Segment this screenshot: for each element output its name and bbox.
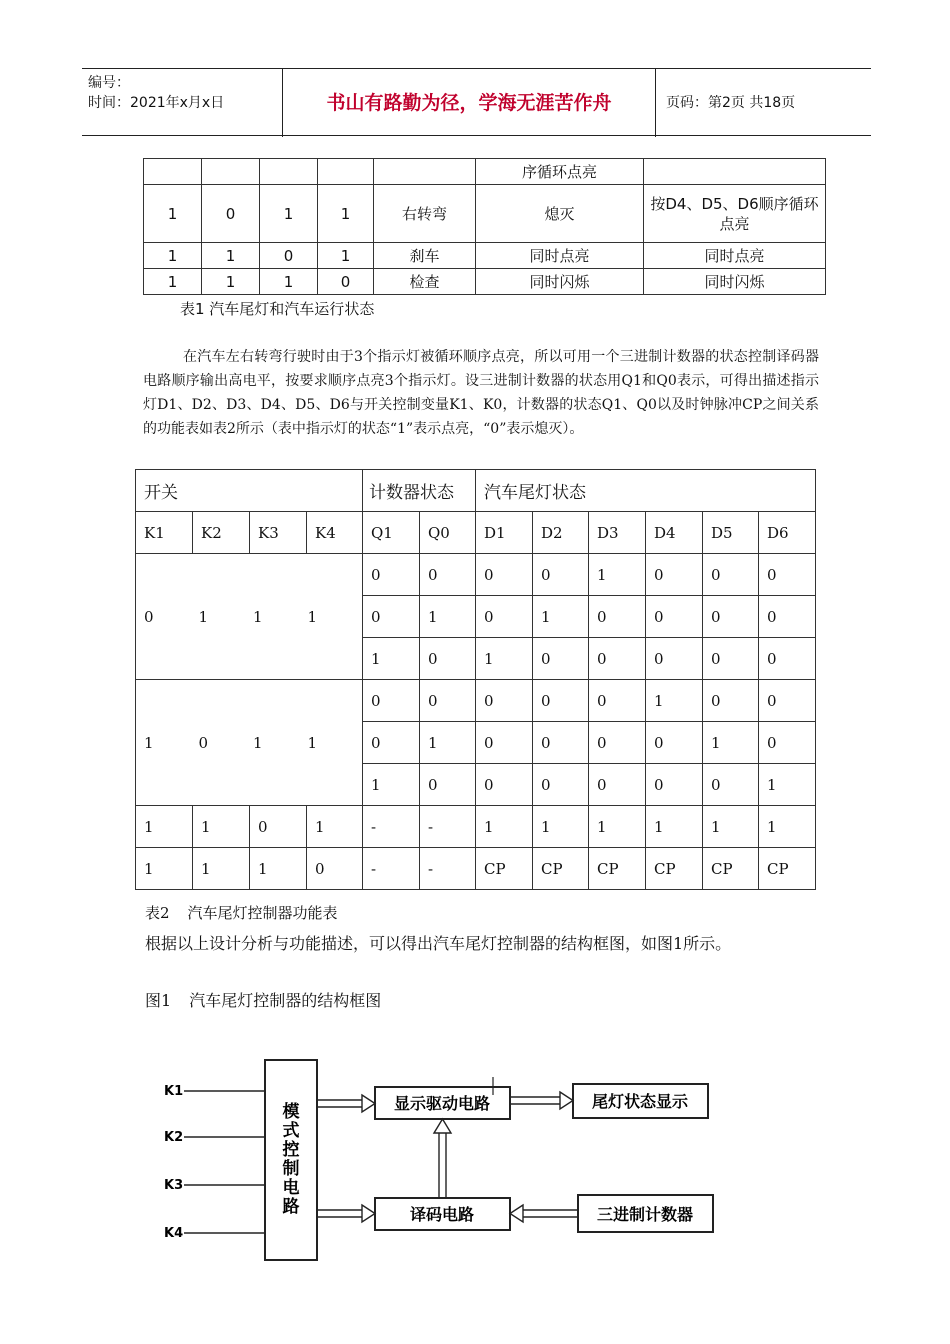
table-cell: 0	[420, 764, 476, 806]
table-cell: 0	[533, 554, 589, 596]
column-header: D2	[533, 512, 589, 554]
table-cell: 1	[260, 269, 318, 295]
table-cell: 0	[476, 596, 533, 638]
table-cell	[202, 159, 260, 185]
table-1-caption: 表1 汽车尾灯和汽车运行状态	[180, 300, 375, 318]
header-number: 编号：	[88, 75, 130, 91]
table-column-header-row	[136, 512, 816, 554]
table-header-row	[136, 470, 816, 512]
switch-value: 1	[253, 607, 263, 626]
table-cell: 0	[307, 848, 363, 890]
table-cell: 0	[363, 554, 420, 596]
mode-block-char: 模	[282, 1102, 300, 1122]
arrow-decoder-to-display	[434, 1119, 451, 1198]
table-cell: 0	[703, 680, 759, 722]
column-header: K4	[307, 512, 363, 554]
table-cell: 0	[260, 243, 318, 269]
table-cell: 1	[193, 806, 250, 848]
table-cell: 0	[589, 722, 646, 764]
table-cell: -	[420, 806, 476, 848]
table-cell: 0	[420, 554, 476, 596]
table-cell: 1	[202, 269, 260, 295]
table-row	[144, 243, 826, 269]
header-meta	[82, 69, 282, 137]
table-cell: 0	[759, 638, 816, 680]
table-cell: 0	[646, 596, 703, 638]
switch-group-cell	[136, 680, 363, 806]
switch-value: 0	[144, 607, 154, 626]
column-header: K2	[193, 512, 250, 554]
switch-value: 1	[144, 733, 154, 752]
table-row	[144, 269, 826, 295]
mode-block-char: 电	[282, 1178, 300, 1198]
decoder-label: 译码电路	[409, 1205, 475, 1224]
table-cell: 1	[589, 554, 646, 596]
table-cell: 1	[144, 269, 202, 295]
switch-value: 1	[307, 733, 318, 752]
table-cell: 1	[307, 806, 363, 848]
table-cell: 序循环点亮	[476, 159, 644, 185]
table-cell: 0	[420, 680, 476, 722]
table-cell: 1	[759, 806, 816, 848]
group-header-switch: 开关	[136, 470, 363, 512]
figure-caption-text: 汽车尾灯控制器的结构框图	[189, 991, 382, 1010]
table-cell: 检查	[374, 269, 476, 295]
table-row	[144, 185, 826, 243]
table-cell: 0	[476, 554, 533, 596]
switch-value: 0	[198, 733, 209, 752]
table-cell: 同时点亮	[476, 243, 644, 269]
header-page-info: 页码：第2页 共18页	[666, 95, 796, 111]
table-cell: 0	[646, 554, 703, 596]
table-cell: 0	[589, 638, 646, 680]
column-header: Q1	[363, 512, 420, 554]
taillight-display-label: 尾灯状态显示	[591, 1092, 689, 1111]
arrow-mode-to-decoder	[317, 1205, 375, 1222]
table-cell: 1	[202, 243, 260, 269]
table-cell: 1	[646, 806, 703, 848]
input-label-k1: K1	[164, 1084, 184, 1099]
group-header-counter: 计数器状态	[363, 470, 476, 512]
figure-caption-num: 图1	[145, 991, 172, 1010]
table-cell: 1	[646, 680, 703, 722]
arrow-counter-to-decoder	[510, 1205, 578, 1222]
table-cell: 0	[589, 680, 646, 722]
table-row	[136, 680, 816, 722]
table-cell	[644, 159, 826, 185]
table-cell: 1	[476, 638, 533, 680]
column-header: D1	[476, 512, 533, 554]
switch-value: 1	[253, 733, 263, 752]
header-time: 时间：2021年x月x日	[88, 95, 225, 111]
table-cell: 0	[363, 596, 420, 638]
table-cell: 1	[420, 722, 476, 764]
header-motto: 书山有路勤为径，学海无涯苦作舟	[282, 69, 656, 137]
input-label-k4: K4	[164, 1226, 184, 1241]
block-diagram	[150, 1055, 730, 1270]
table-cell: 1	[363, 764, 420, 806]
body-paragraph-2: 根据以上设计分析与功能描述，可以得出汽车尾灯控制器的结构框图，如图1所示。	[145, 934, 732, 953]
table-cell: 0	[533, 764, 589, 806]
switch-value: 1	[198, 607, 209, 626]
table-cell: 1	[420, 596, 476, 638]
mode-block-char: 路	[282, 1197, 300, 1217]
mode-block-char: 控	[282, 1140, 300, 1160]
table-cell: 同时闪烁	[476, 269, 644, 295]
arrow-display-to-taillight	[510, 1092, 573, 1109]
column-header: K1	[136, 512, 193, 554]
table-row	[136, 554, 816, 596]
table-row	[136, 848, 816, 890]
arrow-mode-to-display	[317, 1095, 375, 1112]
table-cell: 1	[703, 806, 759, 848]
group-header-taillight: 汽车尾灯状态	[476, 470, 816, 512]
table-cell: 1	[476, 806, 533, 848]
table-cell: 1	[318, 185, 374, 243]
table-2-caption-num: 表2	[145, 904, 170, 922]
table-cell: -	[363, 806, 420, 848]
switch-group-cell	[136, 554, 363, 680]
table-cell: -	[420, 848, 476, 890]
table-cell: 1	[589, 806, 646, 848]
table-cell: 1	[260, 185, 318, 243]
table-cell: 1	[144, 185, 202, 243]
table-cell: 0	[646, 638, 703, 680]
table-cell: 0	[759, 722, 816, 764]
table-cell: 0	[759, 680, 816, 722]
table-cell: -	[363, 848, 420, 890]
table-cell: 1	[759, 764, 816, 806]
column-header: Q0	[420, 512, 476, 554]
table-cell: 0	[703, 764, 759, 806]
table-cell: CP	[533, 848, 589, 890]
table-cell: 0	[703, 638, 759, 680]
table-cell: 0	[589, 596, 646, 638]
table-row	[144, 159, 826, 185]
table-cell: 0	[533, 680, 589, 722]
switch-value: 1	[307, 607, 318, 626]
table-cell: 0	[589, 764, 646, 806]
table-cell: 1	[363, 638, 420, 680]
table-cell: 0	[420, 638, 476, 680]
table-cell: 0	[363, 680, 420, 722]
column-header: D4	[646, 512, 703, 554]
table-cell: CP	[476, 848, 533, 890]
table-cell: 0	[363, 722, 420, 764]
table-cell: 1	[250, 848, 307, 890]
table-cell: CP	[646, 848, 703, 890]
table-cell: 1	[703, 722, 759, 764]
table-cell: 刹车	[374, 243, 476, 269]
mode-block-char: 式	[282, 1121, 300, 1141]
body-paragraph: 在汽车左右转弯行驶时由于3个指示灯被循环顺序点亮，所以可用一个三进制计数器的状态控制译码器电路顺序输出高电平，按要求顺序点亮3个指示灯。设三进制计数器的状态用Q1和Q0表示，可得出描述指示灯D1、D2、D3、D4、D5、D6与开关控制变量K1、K0，计数器的状态Q1、Q0以及时钟脉冲CP之间关系的功能表如表2所示（表中指示灯的状态“1”表示点亮，“0”表示熄灭）。	[143, 349, 819, 437]
table-cell: 0	[703, 554, 759, 596]
column-header: D3	[589, 512, 646, 554]
table-cell: 0	[533, 638, 589, 680]
table-cell: 0	[533, 722, 589, 764]
table-cell: 1	[533, 596, 589, 638]
table-2-caption-text: 汽车尾灯控制器功能表	[187, 904, 338, 922]
table-cell: 1	[318, 243, 374, 269]
table-cell	[318, 159, 374, 185]
table-cell: 按D4、D5、D6顺序循环点亮	[644, 185, 826, 243]
table-cell: 0	[476, 722, 533, 764]
counter-label: 三进制计数器	[596, 1205, 694, 1224]
input-label-k3: K3	[164, 1178, 184, 1193]
table-cell: 0	[703, 596, 759, 638]
table-2-caption	[145, 902, 338, 923]
mode-block-char: 制	[282, 1159, 300, 1179]
table-cell: 0	[759, 596, 816, 638]
table-cell	[374, 159, 476, 185]
display-driver-label: 显示驱动电路	[393, 1094, 491, 1113]
table-cell: CP	[759, 848, 816, 890]
column-header: K3	[250, 512, 307, 554]
table-cell: 1	[136, 848, 193, 890]
table-cell: 0	[646, 764, 703, 806]
table-cell: 0	[250, 806, 307, 848]
table-cell: CP	[703, 848, 759, 890]
table-2	[135, 469, 816, 890]
table-cell: 右转弯	[374, 185, 476, 243]
column-header: D5	[703, 512, 759, 554]
table-cell: 0	[476, 680, 533, 722]
table-cell: 1	[136, 806, 193, 848]
table-cell	[144, 159, 202, 185]
table-cell: 熄灭	[476, 185, 644, 243]
table-cell: 0	[202, 185, 260, 243]
table-cell: CP	[589, 848, 646, 890]
table-cell: 1	[533, 806, 589, 848]
table-cell	[260, 159, 318, 185]
table-row	[136, 806, 816, 848]
table-cell: 0	[646, 722, 703, 764]
table-cell: 1	[193, 848, 250, 890]
table-1	[143, 158, 826, 295]
column-header: D6	[759, 512, 816, 554]
input-label-k2: K2	[164, 1130, 184, 1145]
table-cell: 同时闪烁	[644, 269, 826, 295]
table-cell: 同时点亮	[644, 243, 826, 269]
table-cell: 0	[759, 554, 816, 596]
figure-caption	[145, 988, 381, 1011]
page-header	[82, 68, 871, 136]
table-cell: 0	[476, 764, 533, 806]
table-cell: 1	[144, 243, 202, 269]
table-cell: 0	[318, 269, 374, 295]
